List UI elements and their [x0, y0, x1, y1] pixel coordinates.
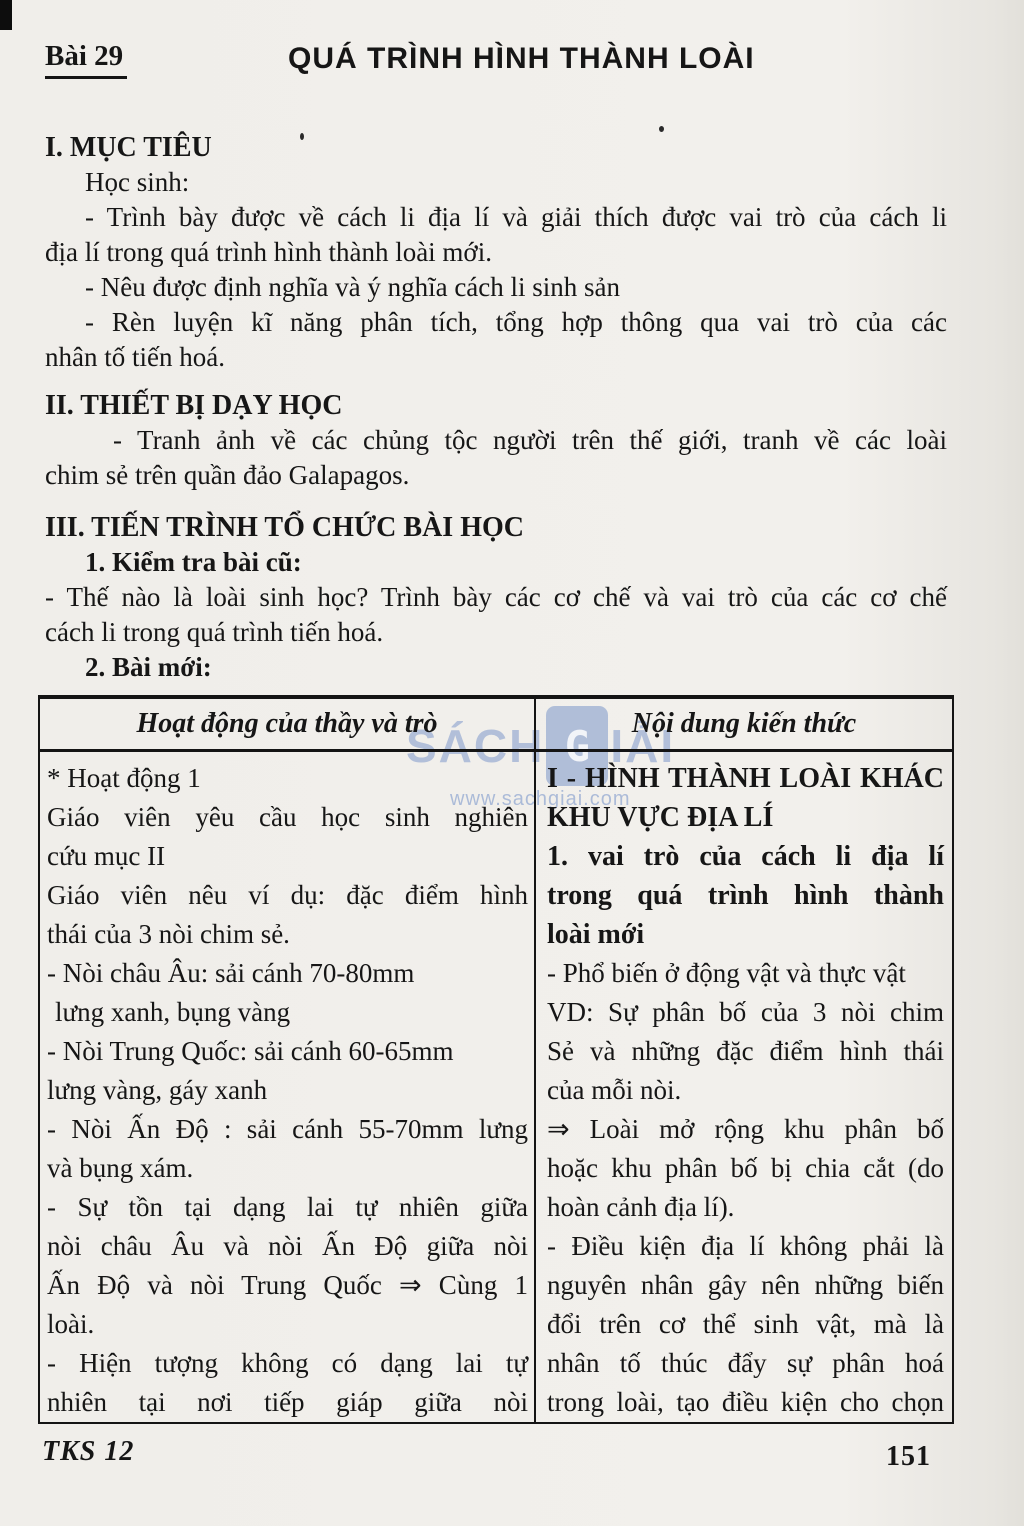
text-line: - Tranh ảnh về các chủng tộc người trên thế giới, tranh về các loài: [113, 425, 947, 455]
watermark-url: www.sachgiai.com: [450, 788, 631, 810]
text-line: - Trình bày được về cách li địa lí và giải thích được vai trò của cách li: [85, 202, 947, 232]
table-cell-line: và bụng xám.: [47, 1153, 194, 1183]
text-line: chim sẻ trên quần đảo Galapagos.: [45, 460, 410, 490]
sub-heading: 2. Bài mới:: [85, 652, 212, 682]
table-cell-line: đổi trên cơ thể sinh vật, mà là: [547, 1309, 944, 1339]
lesson-table: [38, 695, 954, 1424]
text-line: - Thế nào là loài sinh học? Trình bày các cơ chế và vai trò của các cơ chế: [45, 582, 947, 612]
table-cell-line: Giáo viên nêu ví dụ: đặc điểm hình: [47, 880, 528, 910]
table-body: [40, 752, 952, 1422]
table-cell-line: - Nòi châu Âu: sải cánh 70-80mm: [47, 958, 415, 988]
text-line: cách li trong quá trình tiến hoá.: [45, 617, 384, 647]
column-content: [536, 752, 952, 1422]
section-tien-trinh: [45, 510, 947, 685]
section-muc-tieu: [45, 130, 947, 375]
table-cell-line: nguyên nhân gây nên những biến: [547, 1270, 944, 1300]
table-header-row: [40, 699, 952, 752]
table-cell-line: * Hoạt động 1: [47, 763, 201, 793]
table-cell-line: trong loài, tạo điều kiện cho chọn: [547, 1387, 944, 1417]
table-cell-line: - Hiện tượng không có dạng lai tự: [47, 1348, 528, 1378]
table-cell-line: I - HÌNH THÀNH LOÀI KHÁC: [547, 763, 944, 794]
table-cell-line: nhân tố thúc đẩy sự phân hoá: [547, 1348, 944, 1378]
table-cell-line: loài mới: [547, 919, 645, 950]
table-cell-line: KHU VỰC ĐỊA LÍ: [547, 802, 774, 833]
text-line: nhân tố tiến hoá.: [45, 342, 225, 372]
section-thiet-bi: [45, 388, 947, 493]
table-cell-line: loài.: [47, 1309, 95, 1339]
scan-artifact: [0, 0, 12, 30]
table-cell-line: Giáo viên yêu cầu học sinh nghiên: [47, 802, 528, 832]
page-number: 151: [886, 1441, 931, 1472]
table-cell-line: cứu mục II: [47, 841, 166, 871]
table-cell-line: - Điều kiện địa lí không phải là: [547, 1231, 944, 1261]
table-cell-line: của mỗi nòi.: [547, 1075, 682, 1105]
watermark-text: IẢI: [610, 720, 676, 772]
table-cell-line: 1. vai trò của cách li địa lí: [547, 841, 944, 872]
section-heading: III. TIẾN TRÌNH TỔ CHỨC BÀI HỌC: [45, 512, 524, 543]
sub-heading: 1. Kiểm tra bài cũ:: [85, 547, 302, 577]
table-cell-line: Ấn Độ và nòi Trung Quốc ⇒ Cùng 1: [47, 1270, 528, 1300]
table-cell-line: hoặc khu phân bố bị chia cắt (do: [547, 1153, 944, 1183]
page-title: QUÁ TRÌNH HÌNH THÀNH LOÀI: [288, 42, 755, 75]
column-activity: [40, 752, 536, 1422]
book-code: TKS 12: [42, 1436, 135, 1467]
table-cell-line: VD: Sự phân bố của 3 nòi chim: [547, 997, 944, 1027]
logo-letter: G: [564, 721, 590, 771]
table-cell-line: - Nòi Trung Quốc: sải cánh 60-65mm: [47, 1036, 454, 1066]
table-cell-line: trong quá trình hình thành: [547, 880, 944, 911]
watermark-text: SÁCH: [406, 720, 545, 772]
table-cell-line: thái của 3 nòi chim sẻ.: [47, 919, 290, 949]
table-header-content: Nội dung kiến thức: [631, 708, 857, 739]
table-cell-line: lưng xanh, bụng vàng: [55, 997, 291, 1027]
lesson-number: Bài 29: [45, 40, 127, 79]
table-cell-line: - Phổ biến ở động vật và thực vật: [547, 958, 906, 988]
text-line: địa lí trong quá trình hình thành loài mới.: [45, 237, 492, 267]
table-cell-line: hoàn cảnh địa lí).: [547, 1192, 735, 1222]
table-cell-line: - Sự tồn tại dạng lai tự nhiên giữa: [47, 1192, 528, 1222]
table-cell-line: lưng vàng, gáy xanh: [47, 1075, 268, 1105]
table-cell-line: nòi châu Âu và nòi Ấn Độ giữa nòi: [47, 1231, 528, 1261]
table-cell-line: Sẻ và những đặc điểm hình thái: [547, 1036, 944, 1066]
section-heading: I. MỤC TIÊU: [45, 132, 212, 163]
section-heading: II. THIẾT BỊ DẠY HỌC: [45, 390, 343, 421]
table-cell-line: nhiên tại nơi tiếp giáp giữa nòi: [47, 1387, 528, 1417]
table-header-activity: Hoạt động của thầy và trò: [40, 699, 536, 749]
text-line: Học sinh:: [85, 167, 190, 197]
table-cell-line: ⇒ Loài mở rộng khu phân bố: [547, 1114, 944, 1144]
text-line: - Rèn luyện kĩ năng phân tích, tổng hợp thông qua vai trò của các: [85, 307, 947, 337]
text-line: - Nêu được định nghĩa và ý nghĩa cách li sinh sản: [85, 272, 621, 302]
table-cell-line: - Nòi Ấn Độ : sải cánh 55-70mm lưng: [47, 1114, 528, 1144]
